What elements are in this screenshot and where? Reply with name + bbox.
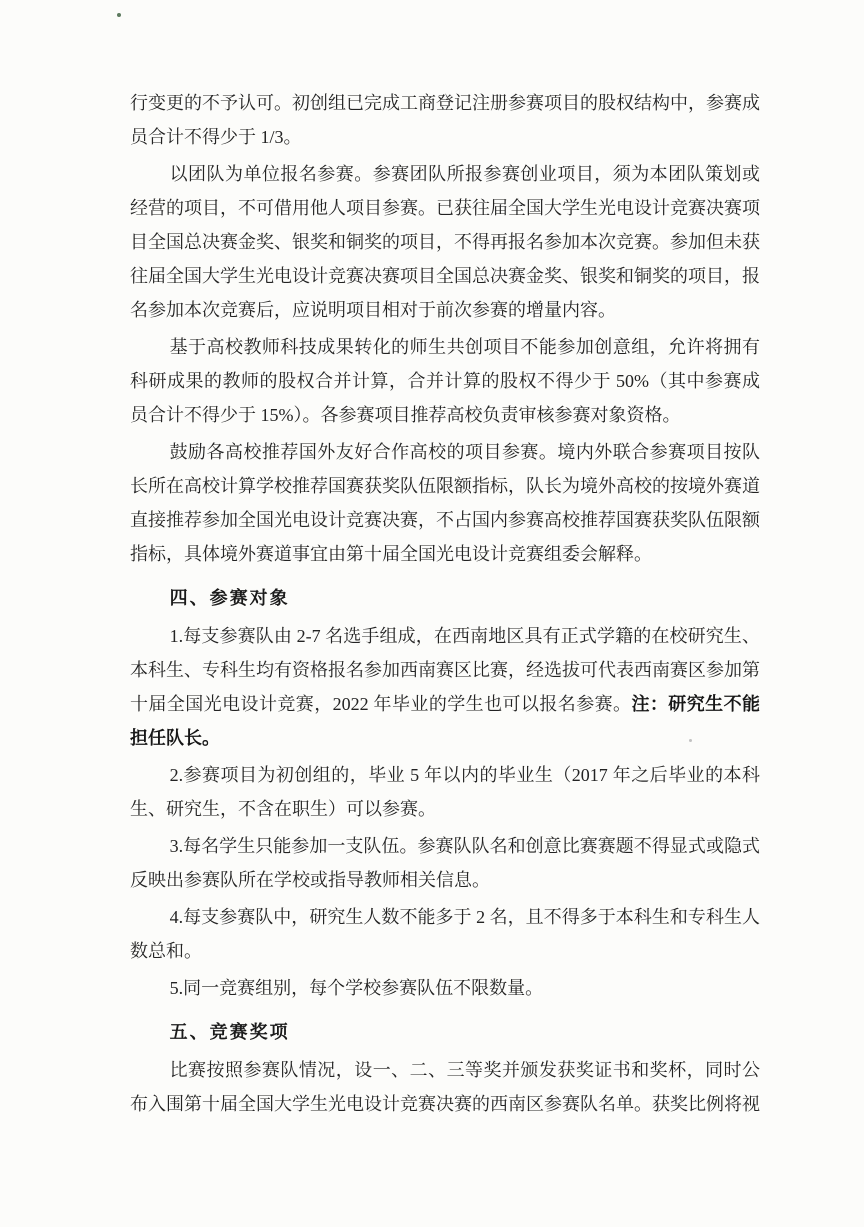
item-1-note-bold: 注：研究生不能担任队长。: [130, 694, 760, 748]
item-4-graduate-student-limit: 4.每支参赛队中，研究生人数不能多于 2 名，且不得多于本科生和专科生人数总和。: [130, 907, 760, 961]
paragraph-teacher-achievement-projects: 基于高校教师科技成果转化的师生共创项目不能参加创意组，允许将拥有科研成果的教师的股权合并计算，合并计算的股权不得少于 50%（其中参赛成员合计不得少于 15%）。各参赛项目推荐高校负责审核参赛对象资格。: [130, 337, 760, 425]
scan-artifact-dot: [117, 13, 121, 17]
item-3-single-team-rule: 3.每名学生只能参加一支队伍。参赛队队名和创意比赛赛题不得显式或隐式反映出参赛队所在学校或指导教师相关信息。: [130, 836, 760, 890]
document-body: [130, 83, 760, 1124]
section-heading-awards: 五、竞赛奖项: [169, 1022, 290, 1042]
paragraph-team-registration: 以团队为单位报名参赛。参赛团队所报参赛创业项目，须为本团队策划或经营的项目，不可借用他人项目参赛。已获往届全国大学生光电设计竞赛决赛项目全国总决赛金奖、银奖和铜奖的项目，不得再报名参加本次竞赛。参加但未获往届全国大学生光电设计竞赛决赛项目全国总决赛金奖、银奖和铜奖的项目，报名参加本次竞赛后，应说明项目相对于前次参赛的增量内容。: [130, 164, 760, 320]
item-2-startup-group-graduates: 2.参赛项目为初创组的，毕业 5 年以内的毕业生（2017 年之后毕业的本科生、研究生，不含在职生）可以参赛。: [130, 765, 760, 819]
paragraph-overseas-teams: 鼓励各高校推荐国外友好合作高校的项目参赛。境内外联合参赛项目按队长所在高校计算学校推荐国赛获奖队伍限额指标，队长为境外高校的按境外赛道直接推荐参加全国光电设计竞赛决赛，不占国内参赛高校推荐国赛获奖队伍限额指标，具体境外赛道事宜由第十届全国光电设计竞赛组委会解释。: [130, 442, 760, 564]
paragraph-equity-continuation: 行变更的不予认可。初创组已完成工商登记注册参赛项目的股权结构中，参赛成员合计不得少于 1/3。: [130, 93, 760, 147]
item-1-team-composition: [130, 619, 760, 755]
section-heading-participants: 四、参赛对象: [169, 588, 290, 608]
paragraph-awards-intro: 比赛按照参赛队情况，设一、二、三等奖并颁发获奖证书和奖杯，同时公布入围第十届全国大学生光电设计竞赛决赛的西南区参赛队名单。获奖比例将视: [130, 1060, 760, 1114]
item-1-text: 1.每支参赛队由 2-7 名选手组成，在西南地区具有正式学籍的在校研究生、本科生、专科生均有资格报名参加西南赛区比赛，经选拔可代表西南赛区参加第十届全国光电设计竞赛，2022 年毕业的学生也可以报名参赛。: [130, 626, 760, 714]
item-5-unlimited-team-count: 5.同一竞赛组别，每个学校参赛队伍不限数量。: [169, 978, 544, 998]
